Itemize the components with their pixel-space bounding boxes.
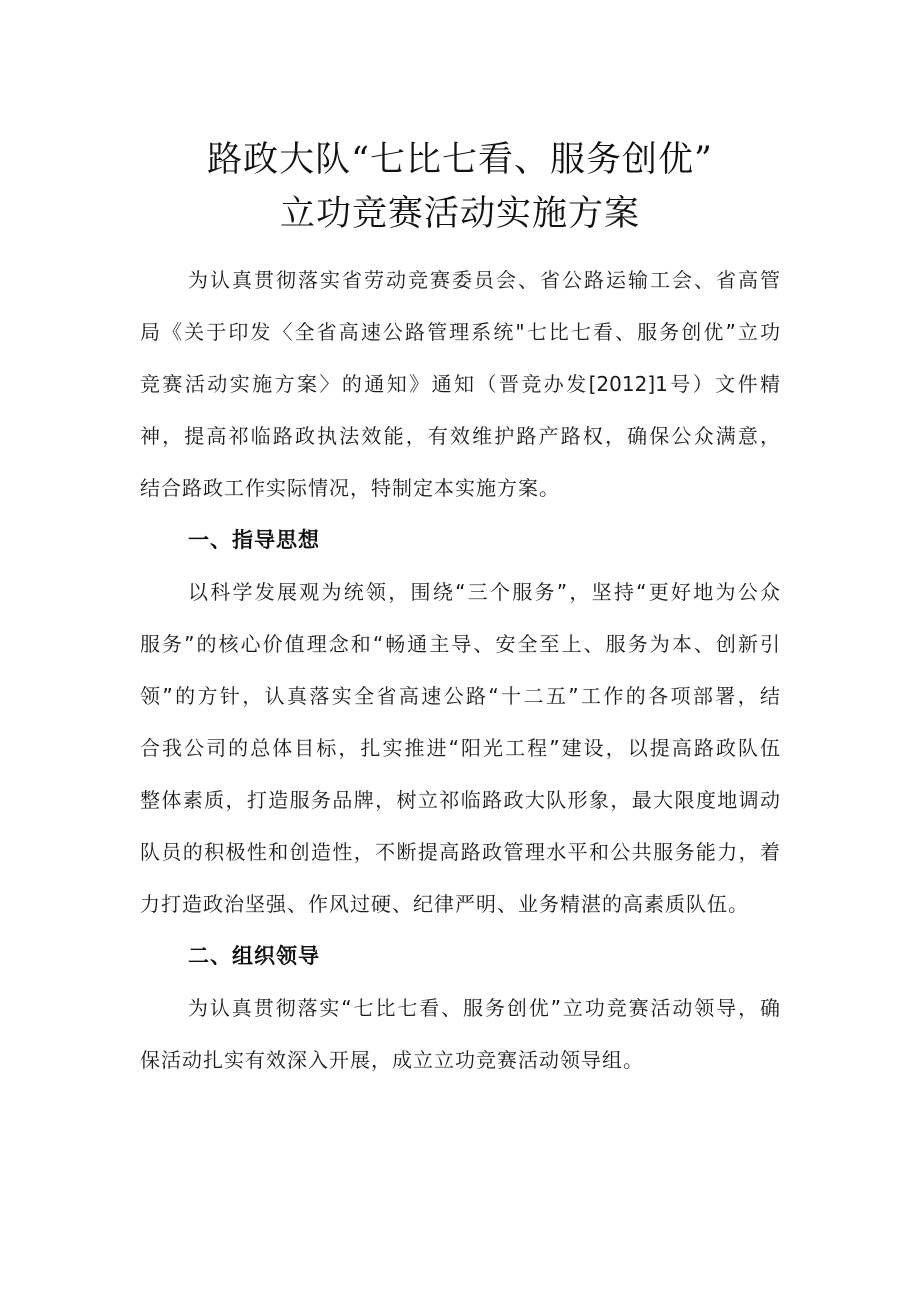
section-heading-organization-leadership: 二、组织领导 — [188, 944, 320, 968]
intro-paragraph — [140, 254, 780, 514]
paragraph-line: 整体素质，打造服务品牌，树立祁临路政大队形象，最大限度地调动 — [140, 788, 780, 812]
section2-paragraph — [140, 982, 780, 1086]
paragraph-line: 领”的方针，认真落实全省高速公路“十二五”工作的各项部署，结 — [140, 684, 780, 708]
paragraph-line: 以科学发展观为统领，围绕“三个服务”，坚持“更好地为公众 — [188, 580, 780, 604]
paragraph-line: 为认真贯彻落实“七比七看、服务创优”立功竞赛活动领导，确 — [188, 996, 780, 1020]
paragraph-line: 竞赛活动实施方案〉的通知》通知（晋竞办发[2012]1号）文件精 — [140, 372, 780, 396]
paragraph-line: 为认真贯彻落实省劳动竞赛委员会、省公路运输工会、省高管 — [188, 268, 780, 292]
document-title-line-2: 立功竞赛活动实施方案 — [279, 194, 640, 234]
section1-paragraph — [140, 566, 780, 930]
document-body — [140, 254, 780, 1086]
paragraph-line: 保活动扎实有效深入开展，成立立功竞赛活动领导组。 — [140, 1048, 644, 1072]
paragraph-line: 力打造政治坚强、作风过硬、纪律严明、业务精湛的高素质队伍。 — [140, 892, 749, 916]
paragraph-line: 合我公司的总体目标，扎实推进“阳光工程”建设，以提高路政队伍 — [140, 736, 780, 760]
paragraph-line: 结合路政工作实际情况，特制定本实施方案。 — [140, 476, 560, 500]
paragraph-line: 神，提高祁临路政执法效能，有效维护路产路权，确保公众满意， — [140, 424, 780, 448]
document-title-line-1: 路政大队“七比七看、服务创优” — [207, 140, 713, 180]
paragraph-line: 队员的积极性和创造性，不断提高路政管理水平和公共服务能力，着 — [140, 840, 780, 864]
section-heading-guiding-ideology: 一、指导思想 — [188, 528, 320, 552]
paragraph-line: 服务”的核心价值理念和“畅通主导、安全至上、服务为本、创新引 — [140, 632, 780, 656]
paragraph-line: 局《关于印发〈全省高速公路管理系统"七比七看、服务创优”立功 — [140, 320, 780, 344]
